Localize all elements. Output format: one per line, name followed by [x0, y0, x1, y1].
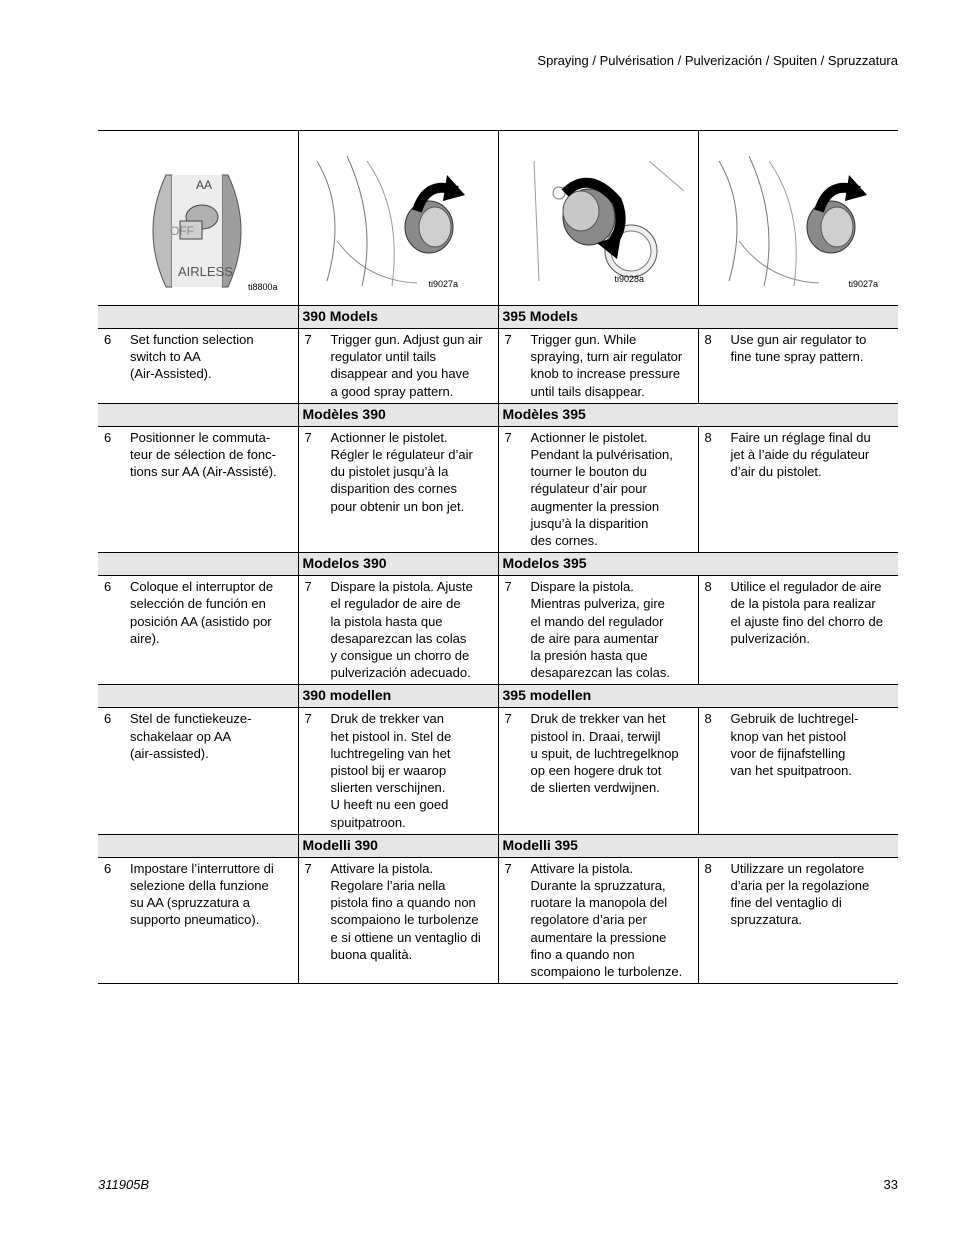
- step-text: Attivare la pistola. Regolare l’aria nella pistola fino a quando non scompaiono le turbolenze e si ottiene un ventaglio di buona qualità.: [330, 860, 481, 962]
- figure-tag: ti8800a: [248, 282, 278, 292]
- step-7-395-cell: [498, 426, 698, 552]
- step-row: [98, 426, 898, 552]
- switch-label-off: OFF: [170, 224, 194, 238]
- page-header-title: Spraying / Pulvérisation / Pulverización / Spuiten / Spruzzatura: [537, 53, 898, 68]
- step-text: Impostare l’interruttore di selezione della funzione su AA (spruzzatura a supporto pneumatico).: [130, 860, 274, 928]
- step-number: 7: [304, 711, 312, 727]
- heading-390: 390 modellen: [298, 685, 498, 708]
- step-text: Positionner le commuta- teur de sélection de fonc- tions sur AA (Air-Assisté).: [130, 429, 277, 480]
- air-regulator-knob-illustration: [499, 131, 698, 305]
- step-text: Utilizzare un regolatore d’aria per la regolazione fine del ventaglio di spruzzatura.: [730, 860, 870, 928]
- step-7-390-cell: [298, 857, 498, 983]
- illustration-gun-fine-tune-cell: [698, 131, 898, 306]
- model-heading-row: [98, 306, 898, 329]
- page-number: 33: [883, 1177, 898, 1192]
- step-8-cell: [698, 329, 898, 404]
- step-text: Set function selection switch to AA (Air-Assisted).: [130, 332, 254, 382]
- spraying-steps-table: [98, 130, 898, 984]
- step-text: Utilice el regulador de aire de la pistola para realizar el ajuste fino del chorro de pulverización.: [730, 579, 883, 646]
- step-6-cell: [98, 426, 298, 552]
- step-number: 7: [504, 429, 512, 445]
- step-text: Druk de trekker van het pistool in. Draai, terwijl u spuit, de luchtregelknop op een hogere druk tot de slierten verdwijnen.: [530, 711, 679, 796]
- model-heading-row: [98, 403, 898, 426]
- step-number: 7: [304, 429, 312, 445]
- step-number: 8: [704, 860, 712, 876]
- step-number: 7: [304, 579, 312, 595]
- step-number: 7: [504, 711, 512, 727]
- step-6-cell: [98, 857, 298, 983]
- step-number: 6: [104, 711, 112, 727]
- step-text: Dispare la pistola. Ajuste el regulador de aire de la pistola hasta que desaparezcan las colas y consigue un chorro de pulverización adecuado.: [330, 579, 473, 681]
- step-text: Stel de functiekeuze- schakelaar op AA (air-assisted).: [130, 711, 252, 761]
- step-7-390-cell: [298, 329, 498, 404]
- step-number: 7: [304, 332, 312, 347]
- step-text: Trigger gun. Adjust gun air regulator until tails disappear and you have a good spray pattern.: [330, 332, 483, 399]
- step-8-cell: [698, 576, 898, 685]
- step-7-395-cell: [498, 576, 698, 685]
- step-number: 6: [104, 429, 112, 445]
- gun-air-regulator-illustration: [299, 131, 498, 305]
- illustration-switch-cell: [98, 131, 298, 306]
- step-7-395-cell: [498, 708, 698, 834]
- step-6-cell: [98, 329, 298, 404]
- step-7-390-cell: [298, 708, 498, 834]
- function-switch-illustration: [98, 131, 298, 305]
- step-8-cell: [698, 708, 898, 834]
- illustration-knob-395-cell: [498, 131, 698, 306]
- step-number: 7: [504, 579, 512, 595]
- step-text: Actionner le pistolet. Régler le régulateur d’air du pistolet jusqu’à la disparition des cornes pour obtenir un bon jet.: [330, 429, 473, 514]
- step-number: 6: [104, 579, 112, 595]
- step-number: 6: [104, 332, 112, 347]
- heading-390: Modelli 390: [298, 834, 498, 857]
- step-text: Dispare la pistola. Mientras pulveriza, gire el mando del regulador de aire para aumentar la presión hasta que desaparezcan las colas.: [530, 579, 670, 681]
- model-heading-row: [98, 553, 898, 576]
- heading-390: Modèles 390: [298, 403, 498, 426]
- heading-390: Modelos 390: [298, 553, 498, 576]
- figure-tag: ti9028a: [614, 274, 645, 284]
- step-6-cell: [98, 576, 298, 685]
- step-row: [98, 857, 898, 983]
- step-8-cell: [698, 857, 898, 983]
- step-text: Use gun air regulator to fine tune spray pattern.: [730, 332, 867, 365]
- switch-label-airless: AIRLESS: [178, 264, 233, 279]
- document-number: 311905B: [98, 1177, 150, 1192]
- step-number: 8: [704, 429, 712, 445]
- heading-395: Modelli 395: [498, 834, 898, 857]
- step-number: 8: [704, 711, 712, 727]
- step-number: 8: [704, 579, 712, 595]
- illustration-row: [98, 131, 898, 306]
- step-text: Faire un réglage final du jet à l’aide du régulateur d’air du pistolet.: [730, 429, 871, 480]
- step-number: 7: [304, 860, 312, 876]
- step-text: Druk de trekker van het pistool in. Stel de luchtregeling van het pistool bij er waarop slierten verschijnen. U heeft nu een goed spuitpatroon.: [330, 711, 452, 830]
- step-7-395-cell: [498, 329, 698, 404]
- figure-tag: ti9027a: [428, 279, 459, 289]
- model-heading-row: [98, 834, 898, 857]
- model-heading-row: [98, 685, 898, 708]
- illustration-gun-390-cell: [298, 131, 498, 306]
- figure-tag: ti9027a: [848, 279, 879, 289]
- step-7-390-cell: [298, 426, 498, 552]
- step-number: 7: [504, 860, 512, 876]
- heading-395: 395 modellen: [498, 685, 898, 708]
- step-text: Trigger gun. While spraying, turn air regulator knob to increase pressure until tails disappear.: [530, 332, 683, 399]
- heading-390: 390 Models: [298, 306, 498, 329]
- step-text: Actionner le pistolet. Pendant la pulvérisation, tourner le bouton du régulateur d’air pour augmenter la pression jusqu’à la disparition des cornes.: [530, 429, 673, 549]
- step-row: [98, 329, 898, 404]
- step-number: 8: [704, 332, 712, 347]
- step-text: Gebruik de luchtregel- knop van het pistool voor de fijnafstelling van het spuitpatroon.: [730, 711, 859, 779]
- step-number: 7: [504, 332, 512, 347]
- step-text: Coloque el interruptor de selección de función en posición AA (asistido por aire).: [130, 579, 274, 646]
- step-6-cell: [98, 708, 298, 834]
- step-row: [98, 576, 898, 685]
- step-text: Attivare la pistola. Durante la spruzzatura, ruotare la manopola del regolatore d’aria per aumentare la pressione fino a quando non scompaiono le turbolenze.: [530, 860, 683, 980]
- switch-label-aa: AA: [196, 178, 213, 192]
- step-7-390-cell: [298, 576, 498, 685]
- step-7-395-cell: [498, 857, 698, 983]
- gun-air-regulator-illustration: [699, 131, 899, 305]
- heading-395: 395 Models: [498, 306, 898, 329]
- heading-395: Modèles 395: [498, 403, 898, 426]
- heading-395: Modelos 395: [498, 553, 898, 576]
- step-number: 6: [104, 860, 112, 876]
- step-8-cell: [698, 426, 898, 552]
- step-row: [98, 708, 898, 834]
